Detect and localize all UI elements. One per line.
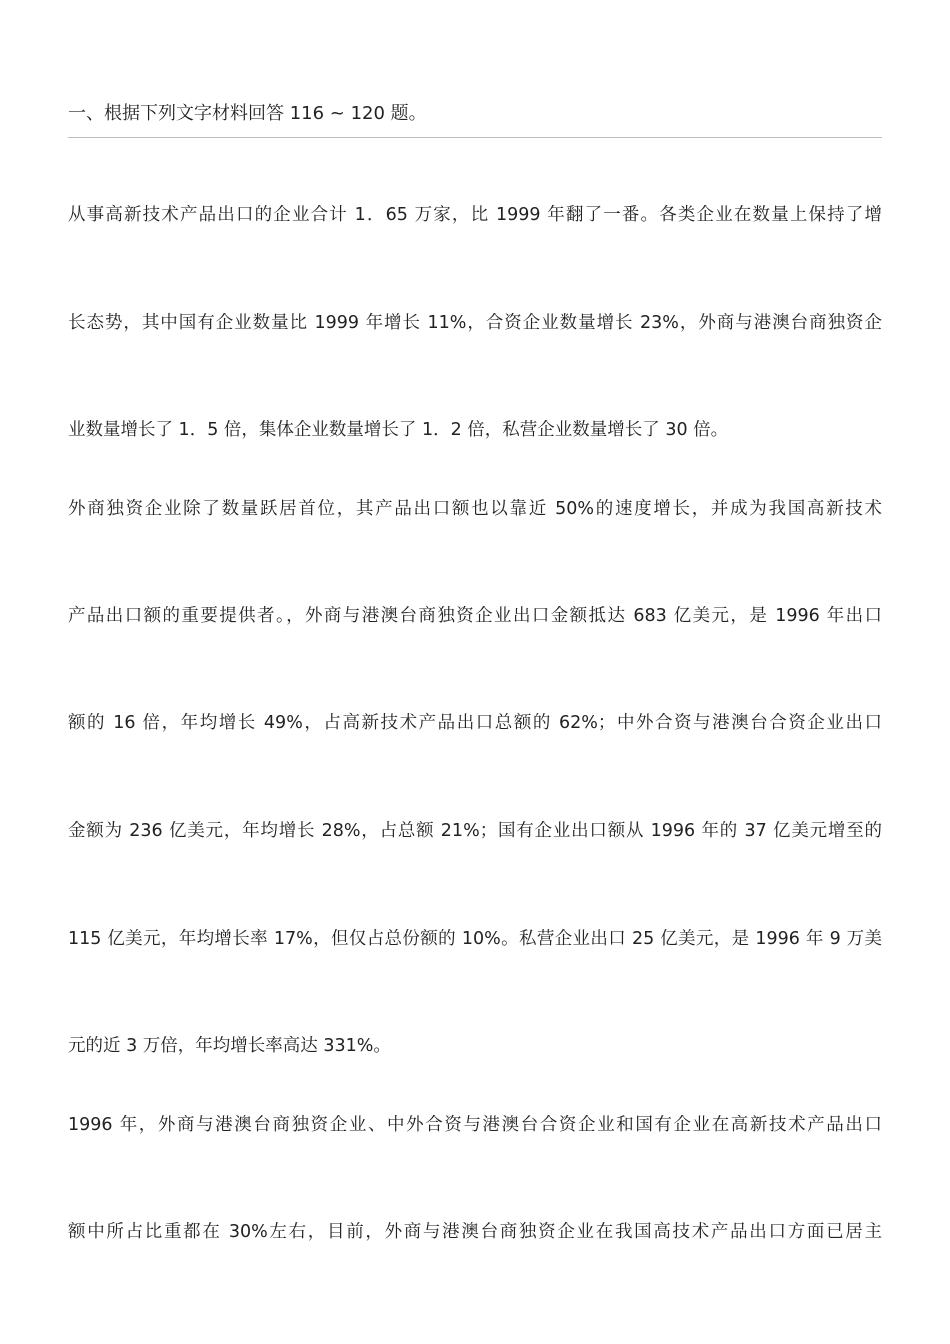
text-line-8: 115 亿美元，年均增长率 17%，但仅占总份额的 10%。私营企业出口 25 亿美元，是 1996 年 9 万美 [68, 929, 882, 949]
question-heading: 一、根据下列文字材料回答 116 ~ 120 题。 [68, 103, 427, 124]
text-line-6: 额的 16 倍，年均增长 49%，占高新技术产品出口总额的 62%；中外合资与港澳台合资企业出口 [68, 713, 882, 733]
text-line-3: 业数量增长了 1．5 倍，集体企业数量增长了 1．2 倍，私营企业数量增长了 30 倍。 [68, 420, 729, 440]
text-line-4: 外商独资企业除了数量跃居首位，其产品出口额也以靠近 50%的速度增长，并成为我国高新技术 [68, 499, 882, 519]
text-line-1: 从事高新技术产品出口的企业合计 1．65 万家，比 1999 年翻了一番。各类企业在数量上保持了增 [68, 205, 882, 225]
text-line-11: 额中所占比重都在 30%左右，目前，外商与港澳台商独资企业在我国高技术产品出口方面已居主 [68, 1222, 882, 1242]
text-line-2: 长态势，其中国有企业数量比 1999 年增长 11%，合资企业数量增长 23%，外商与港澳台商独资企 [68, 313, 882, 333]
text-line-5: 产品出口额的重要提供者。，外商与港澳台商独资企业出口金额抵达 683 亿美元，是 1996 年出口 [68, 606, 882, 626]
text-line-9: 元的近 3 万倍，年均增长率高达 331%。 [68, 1036, 391, 1056]
text-line-7: 金额为 236 亿美元，年均增长 28%，占总额 21%；国有企业出口额从 1996 年的 37 亿美元增至的 [68, 821, 882, 841]
heading-divider [68, 137, 882, 138]
text-line-10: 1996 年，外商与港澳台商独资企业、中外合资与港澳台合资企业和国有企业在高新技术产品出口 [68, 1115, 882, 1135]
